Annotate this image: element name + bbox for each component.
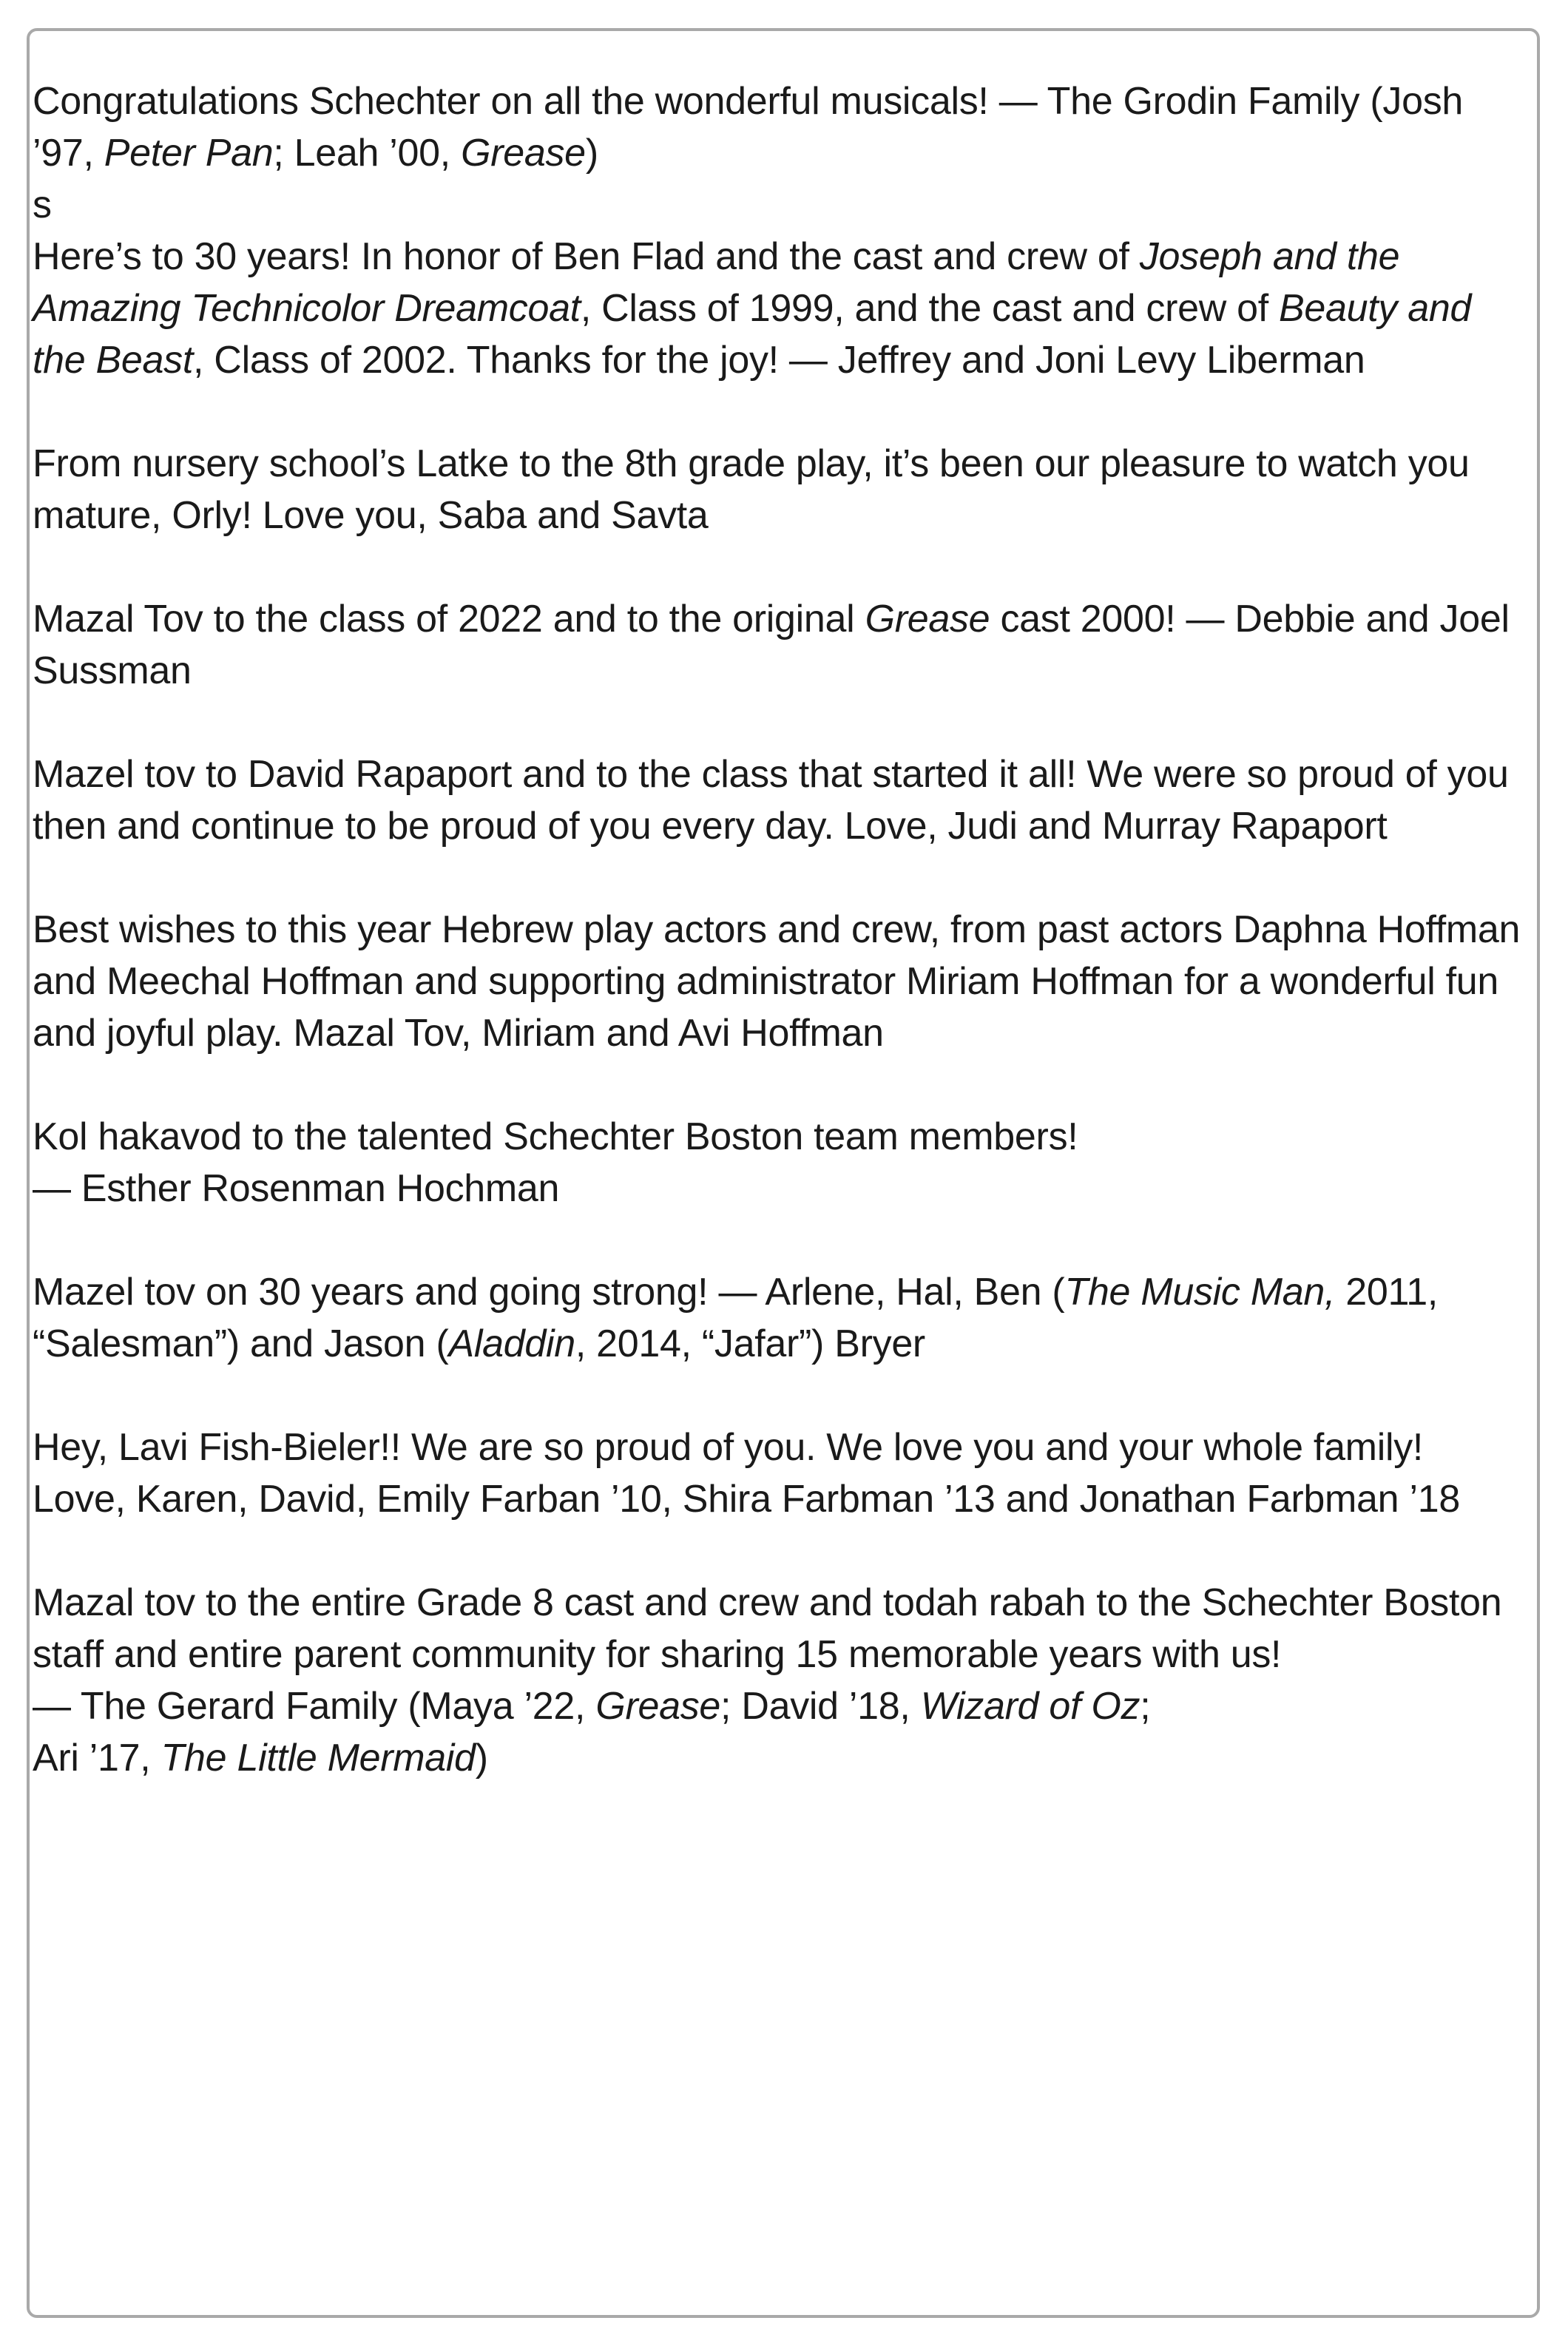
message-text: Hey, Lavi Fish-Bieler!! We are so proud of you. We love you and your whole family! Love, Karen, David, Emily Farban ’10, Shira Farbman ’13 and Jonathan Farbman ’18 xyxy=(33,1426,1460,1521)
work-title: Grease xyxy=(461,132,586,175)
work-title: Aladdin xyxy=(448,1322,575,1365)
message-text: , Class of 2002. Thanks for the joy! — Jeffrey and Joni Levy Liberman xyxy=(193,339,1365,382)
message-text: , 2014, “Jafar”) Bryer xyxy=(575,1322,925,1365)
message-text: Mazal Tov to the class of 2022 and to the original xyxy=(33,598,865,641)
work-title: The Little Mermaid xyxy=(160,1737,476,1780)
message-text: ; David ’18, xyxy=(720,1685,921,1728)
tribute-entry xyxy=(33,1266,1522,1370)
tribute-entry xyxy=(33,1111,1522,1214)
message-text: Mazal tov to the entire Grade 8 cast and crew and todah rabah to the Schechter Boston staff and entire parent community for sharing 15 memorable years with us! — The Gerard Family (Maya ’22, xyxy=(33,1581,1502,1728)
message-text: Best wishes to this year Hebrew play actors and crew, from past actors Daphna Hoffman and Meechal Hoffman and supporting administrator Miriam Hoffman for a wonderful fun and joyful play. Mazal Tov, Miriam and Avi Hoffman xyxy=(33,908,1521,1055)
tribute-entry xyxy=(33,593,1522,697)
work-title: Wizard of Oz xyxy=(920,1685,1140,1728)
message-text: Kol hakavod to the talented Schechter Boston team members! — Esther Rosenman Hochman xyxy=(33,1115,1078,1210)
message-text: ; Ari ’17, xyxy=(33,1685,1151,1780)
message-text: ) xyxy=(585,132,598,175)
message-text: ; Leah ’00, xyxy=(273,132,462,175)
message-text: Here’s to 30 years! In honor of Ben Flad and the cast and crew of xyxy=(33,235,1140,278)
message-text: Mazel tov on 30 years and going strong! — Arlene, Hal, Ben ( xyxy=(33,1271,1065,1314)
message-text: 2011, “Salesman”) and Jason ( xyxy=(33,1271,1439,1365)
tribute-entry xyxy=(33,231,1522,386)
work-title: Joseph and the Amazing Technicolor Dreamcoat xyxy=(33,235,1400,330)
work-title: The Music Man, xyxy=(1064,1271,1336,1314)
work-title: Grease xyxy=(865,598,990,641)
message-text: cast 2000! — Debbie and Joel Sussman xyxy=(33,598,1510,692)
work-title: Grease xyxy=(595,1685,721,1728)
work-title: Beauty and the Beast xyxy=(33,287,1472,382)
tribute-entry xyxy=(33,438,1522,541)
work-title: Peter Pan xyxy=(104,132,274,175)
message-text: Mazel tov to David Rapaport and to the class that started it all! We were so proud of you then and continue to be proud of you every day. Love, Judi and Murray Rapaport xyxy=(33,753,1509,848)
message-text: From nursery school’s Latke to the 8th grade play, it’s been our pleasure to watch you mature, Orly! Love you, Saba and Savta xyxy=(33,442,1470,537)
stray-character: s xyxy=(33,183,52,226)
tribute-entry xyxy=(33,904,1522,1059)
tribute-entry xyxy=(33,75,1522,179)
document-frame xyxy=(27,28,1540,2318)
message-text: ) xyxy=(475,1737,488,1780)
tribute-entry xyxy=(33,1422,1522,1525)
message-text: , Class of 1999, and the cast and crew of xyxy=(580,287,1280,330)
tribute-entry xyxy=(33,748,1522,852)
tribute-entry xyxy=(33,1577,1522,1784)
tribute-messages xyxy=(30,31,1543,1836)
message-text: Congratulations Schechter on all the wonderful musicals! — The Grodin Family (Josh ’97, xyxy=(33,80,1464,175)
